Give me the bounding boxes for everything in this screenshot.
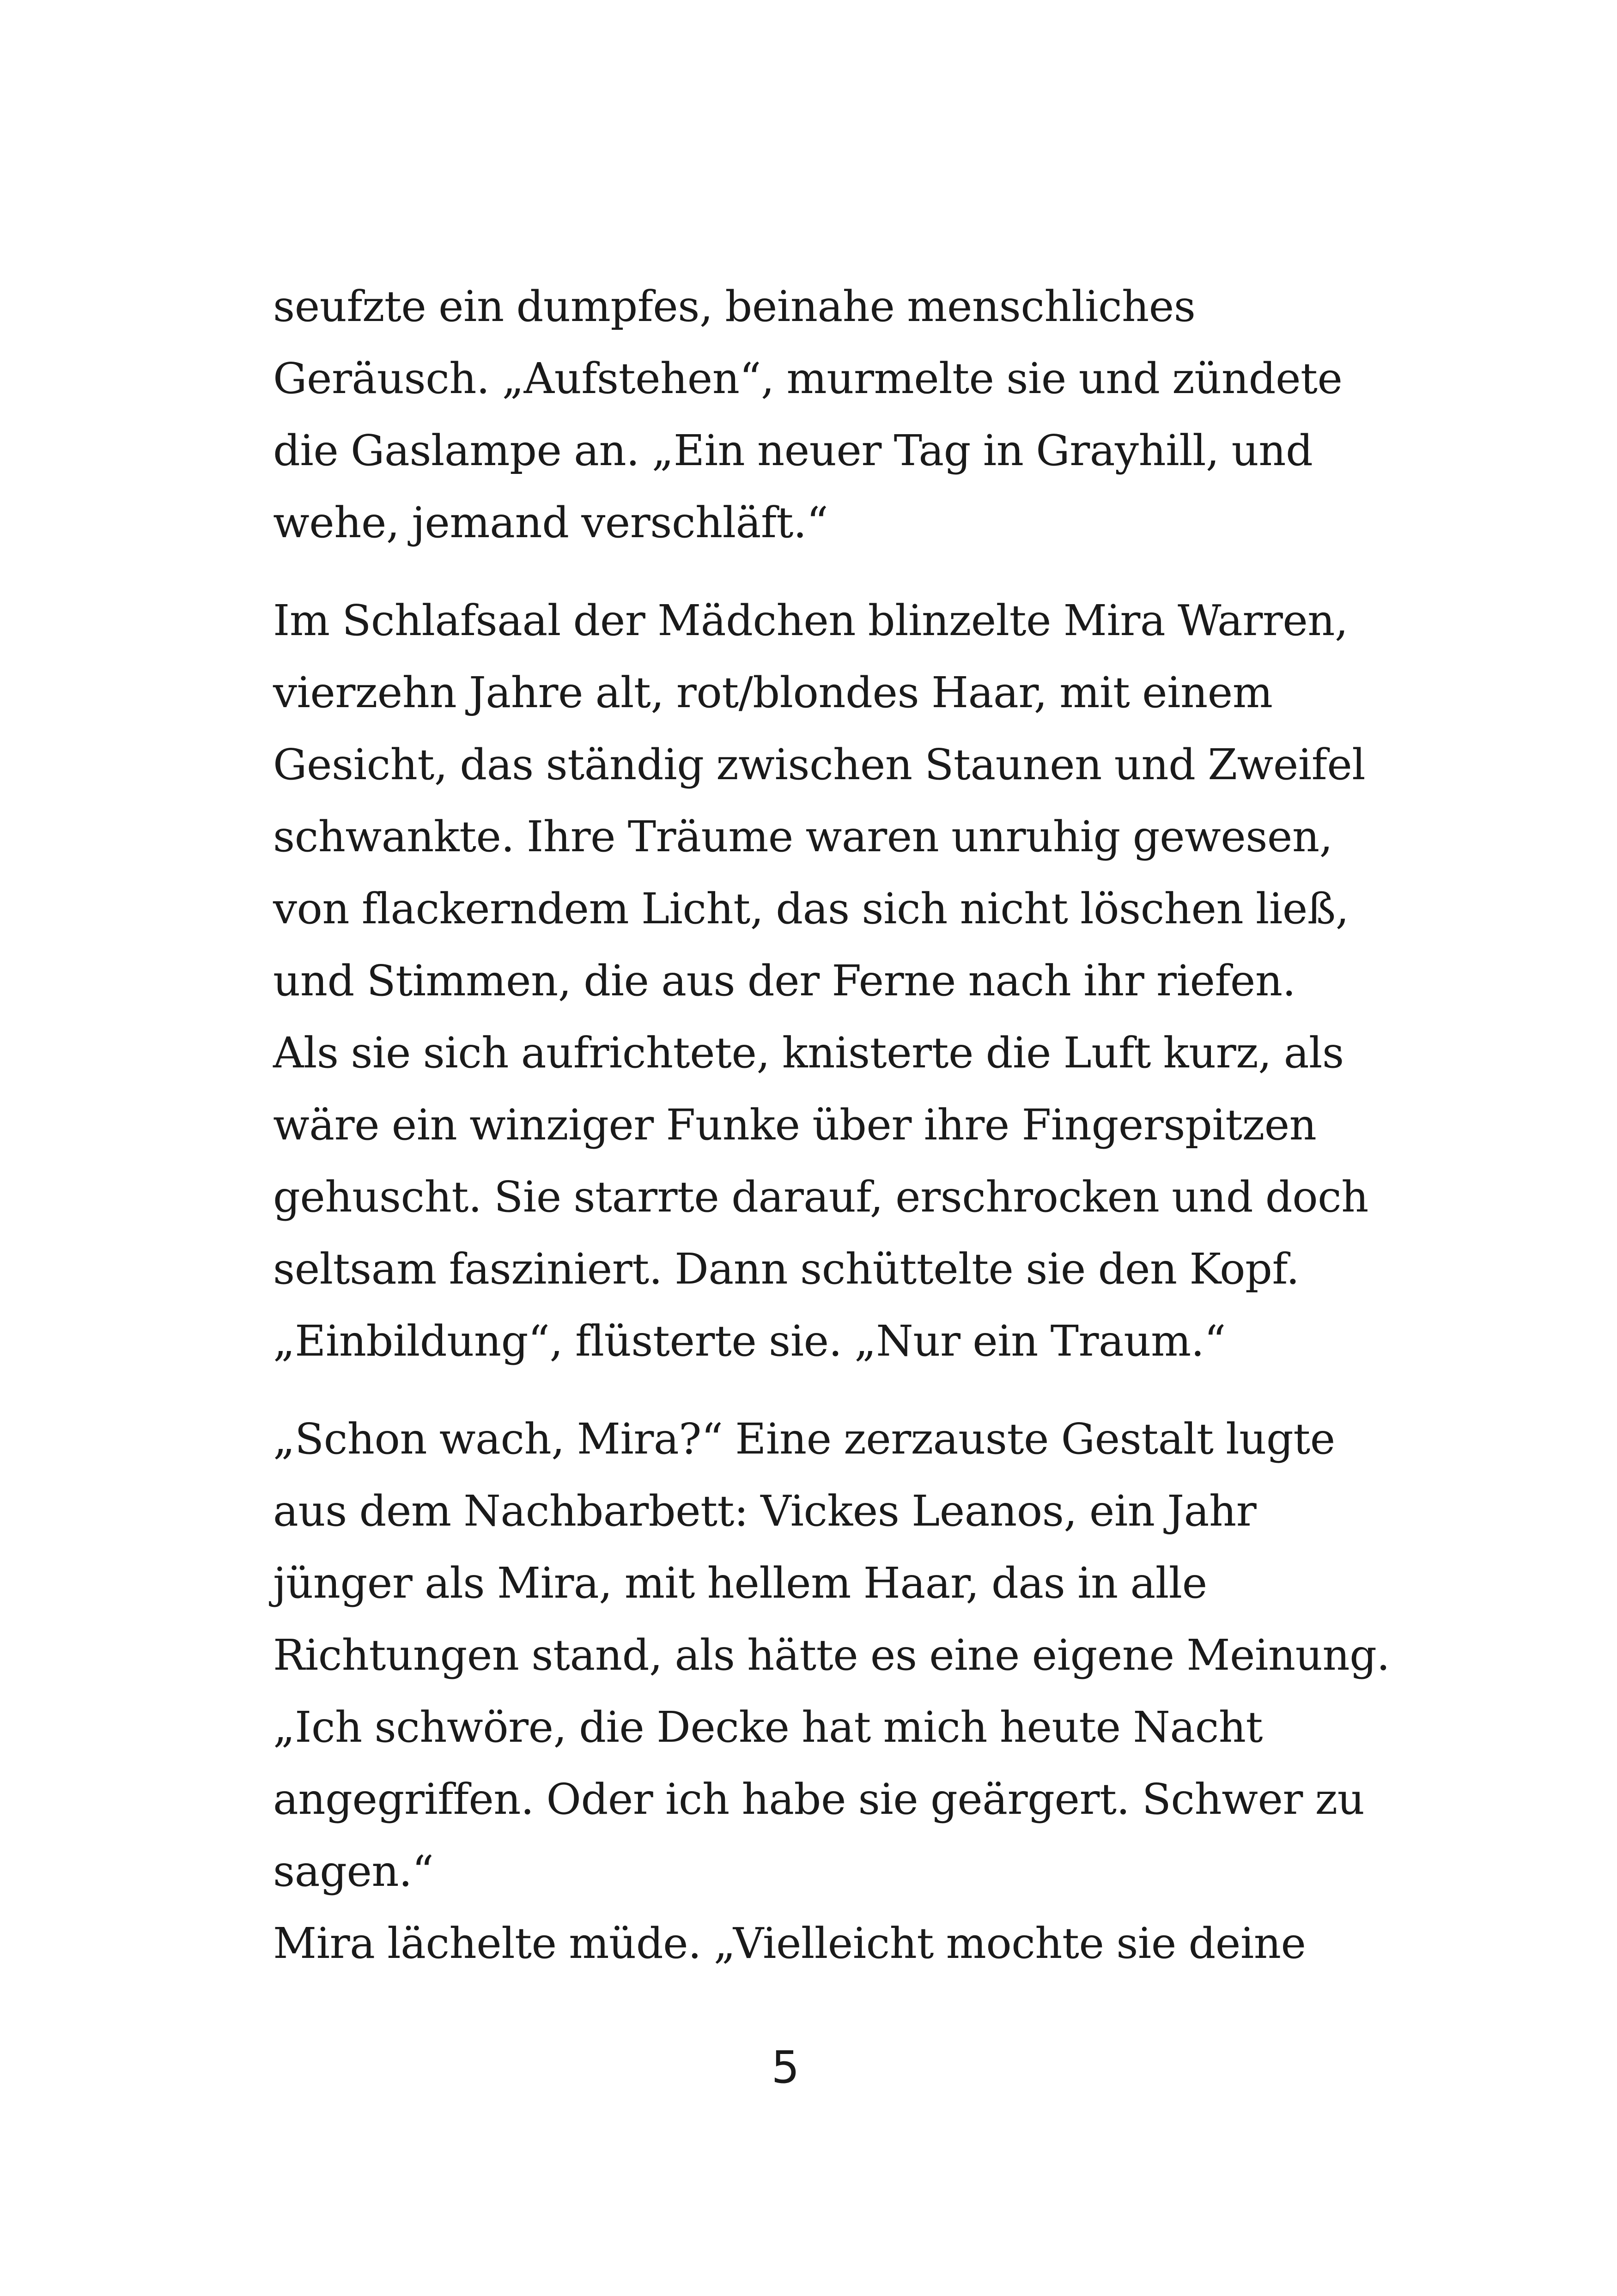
text-line: die Gaslampe an. „Ein neuer Tag in Grayhill, und (273, 426, 1313, 475)
paragraph-2 (273, 585, 1391, 1377)
text-line: Als sie sich aufrichtete, knisterte die Luft kurz, als (273, 1028, 1344, 1078)
text-line: „Einbildung“, flüsterte sie. „Nur ein Traum.“ (273, 1316, 1226, 1366)
text-line: wäre ein winziger Funke über ihre Fingerspitzen (273, 1100, 1317, 1150)
text-line: seltsam fasziniert. Dann schüttelte sie den Kopf. (273, 1244, 1300, 1294)
text-line: Geräusch. „Aufstehen“, murmelte sie und zündete (273, 354, 1343, 403)
text-line: Im Schlafsaal der Mädchen blinzelte Mira Warren, (273, 596, 1348, 645)
text-line: und Stimmen, die aus der Ferne nach ihr riefen. (273, 956, 1296, 1006)
paragraph-3 (273, 1403, 1391, 1908)
text-line: von flackerndem Licht, das sich nicht löschen ließ, (273, 884, 1349, 933)
body-text (273, 271, 1391, 1980)
text-line: Richtungen stand, als hätte es eine eigene Meinung. (273, 1630, 1390, 1680)
text-line: schwankte. Ihre Träume waren unruhig gewesen, (273, 812, 1333, 861)
text-line: Mira lächelte müde. „Vielleicht mochte sie deine (273, 1919, 1306, 1968)
text-line: angegriffen. Oder ich habe sie geärgert. Schwer zu (273, 1775, 1365, 1824)
text-line: aus dem Nachbarbett: Vickes Leanos, ein Jahr (273, 1486, 1257, 1536)
paragraph-4 (273, 1908, 1391, 1980)
text-line: „Schon wach, Mira?“ Eine zerzauste Gestalt lugte (273, 1414, 1335, 1464)
text-line: seufzte ein dumpfes, beinahe menschliches (273, 282, 1196, 331)
text-line: jünger als Mira, mit hellem Haar, das in alle (273, 1558, 1207, 1608)
paragraph-1 (273, 271, 1391, 559)
text-line: gehuscht. Sie starrte darauf, erschrocken und doch (273, 1172, 1368, 1222)
text-line: vierzehn Jahre alt, rot/blondes Haar, mit einem (273, 668, 1273, 717)
text-line: sagen.“ (273, 1847, 434, 1896)
text-line: Gesicht, das ständig zwischen Staunen und Zweifel (273, 740, 1366, 789)
text-line: „Ich schwöre, die Decke hat mich heute Nacht (273, 1702, 1263, 1752)
page-number: 5 (771, 2042, 800, 2093)
text-line: wehe, jemand verschläft.“ (273, 498, 828, 547)
